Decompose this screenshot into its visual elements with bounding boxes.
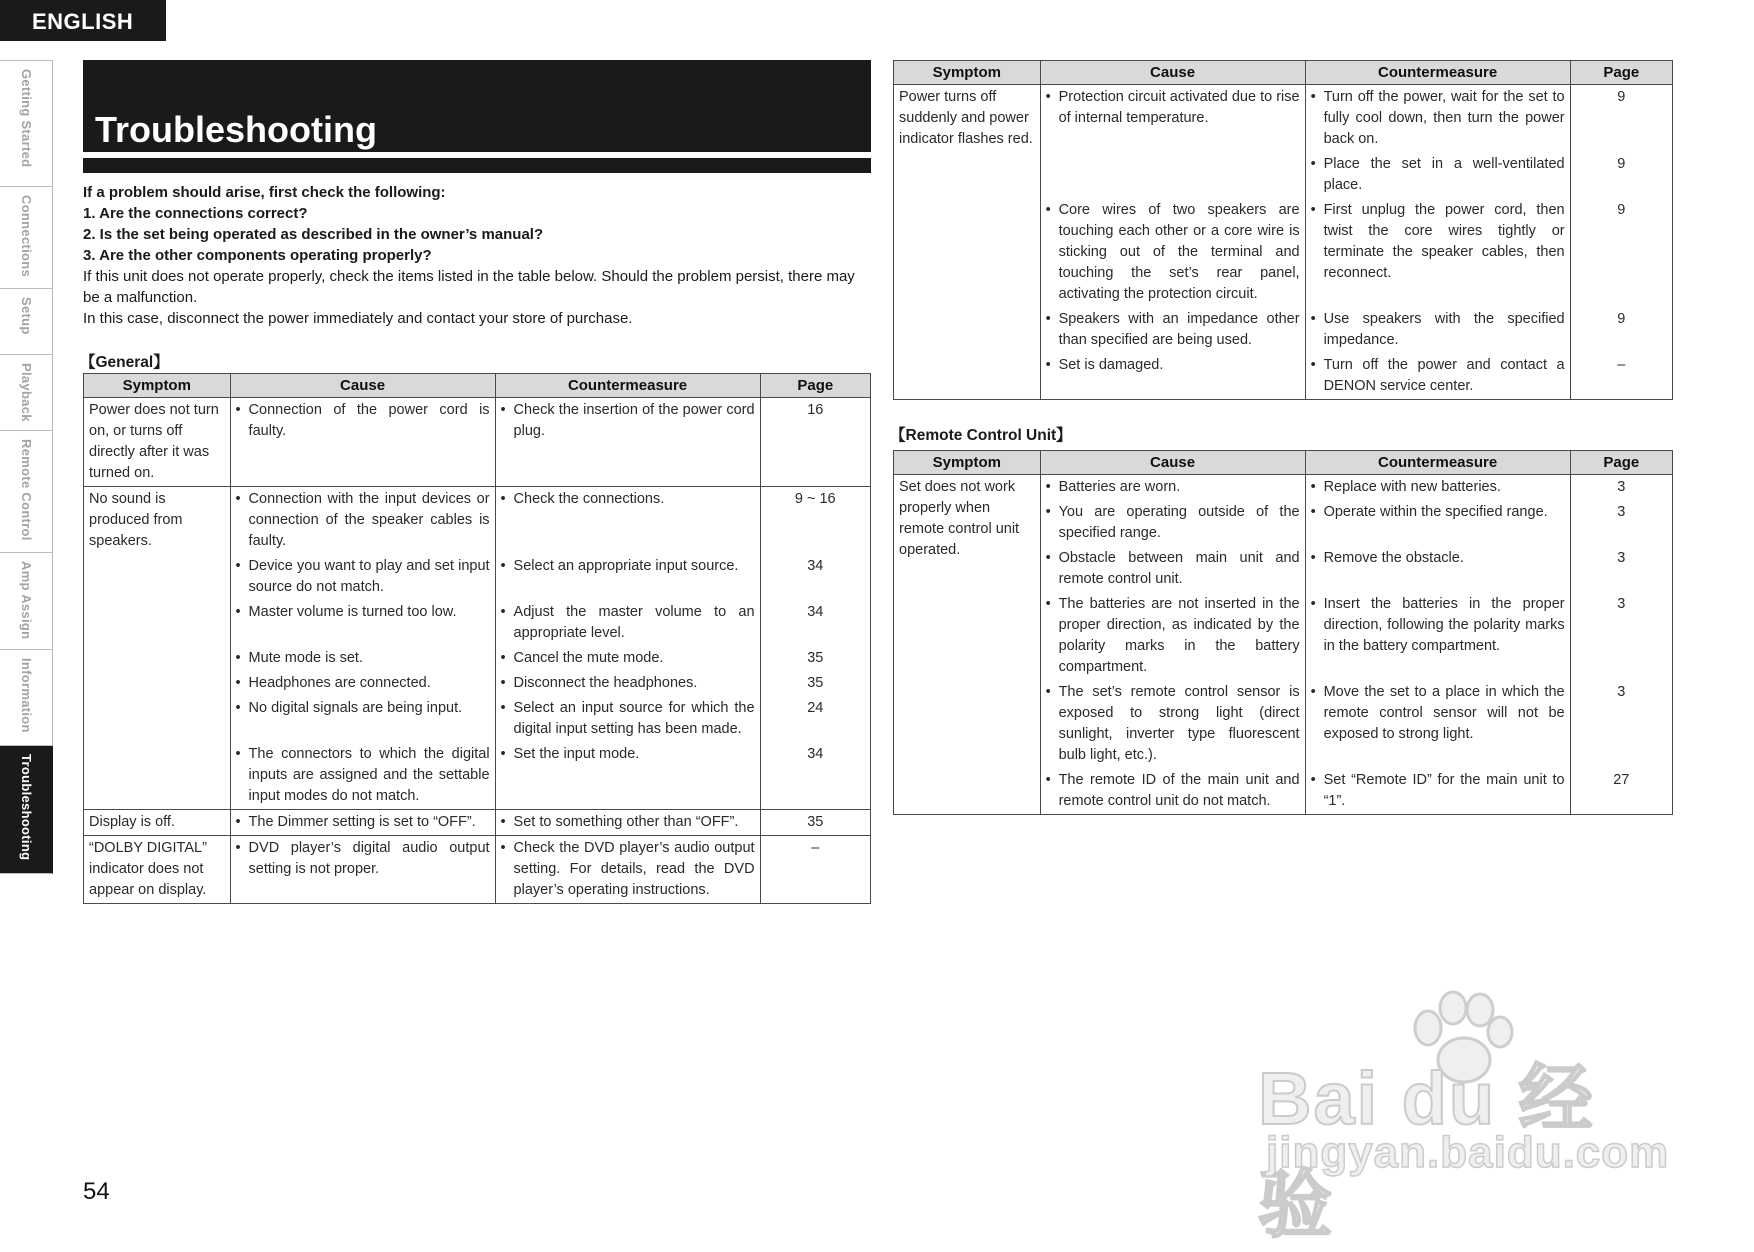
table-row [894,85,1673,153]
page-ref-cell: 34 [760,600,870,646]
column-header-symptom: Symptom [84,374,231,398]
countermeasure-cell: • Set to something other than “OFF”. [495,810,760,836]
side-nav-label: Troubleshooting [19,754,34,861]
cause-cell: • Batteries are worn. [1040,475,1305,501]
table-row [84,487,871,555]
countermeasure-cell: • Set the input mode. [495,742,760,810]
page-ref-cell: 35 [760,671,870,696]
side-nav-label: Amp Assign [19,561,34,640]
page-ref-cell: 3 [1570,546,1672,592]
column-header-page: Page [1570,451,1672,475]
cause-cell: • The batteries are not inserted in the proper direction, as indicated by the polarity marks in the battery compartment. [1040,592,1305,680]
cause-cell: • Mute mode is set. [230,646,495,671]
side-nav-label: Remote Control [19,439,34,541]
page-ref-cell: 34 [760,742,870,810]
side-nav-item-information[interactable] [0,650,53,746]
table-row [84,398,871,487]
intro-check: 1. Are the connections correct? [83,205,308,222]
table-row [84,810,871,836]
page-ref-cell: 9 [1570,307,1672,353]
cause-cell: • No digital signals are being input. [230,696,495,742]
page-ref-cell: 35 [760,810,870,836]
cause-cell: • You are operating outside of the specified range. [1040,500,1305,546]
cause-cell [1040,152,1305,198]
watermark-brand: Bai du 经验 [1258,1057,1595,1246]
column-header-page: Page [1570,61,1672,85]
remote-troubleshooting-table [893,450,1673,815]
page-title: Troubleshooting [95,109,377,150]
table-row [894,475,1673,501]
page-ref-cell: 9 ~ 16 [760,487,870,555]
symptom-cell: “DOLBY DIGITAL” indicator does not appear on display. [84,836,231,904]
countermeasure-cell: • Adjust the master volume to an appropriate level. [495,600,760,646]
page-ref-cell: 9 [1570,198,1672,307]
page-ref-cell: 3 [1570,475,1672,501]
intro-paragraph: If this unit does not operate properly, check the items listed in the table below. Should the problem persist, there may be a malfunction. [83,268,855,306]
countermeasure-cell: • Select an input source for which the digital input setting has been made. [495,696,760,742]
countermeasure-cell: • Operate within the specified range. [1305,500,1570,546]
general-troubleshooting-table-continued [893,60,1673,400]
watermark-url: jingyan.baidu.com [1266,1128,1670,1177]
baidu-watermark [1258,990,1670,1246]
title-rule [83,158,871,173]
side-nav-item-amp-assign[interactable] [0,553,53,650]
table-row [84,836,871,904]
page-ref-cell: 27 [1570,768,1672,815]
column-header-countermeasure: Countermeasure [1305,451,1570,475]
cause-cell: • Protection circuit activated due to rise of internal temperature. [1040,85,1305,153]
cause-cell: • Set is damaged. [1040,353,1305,400]
side-nav-label: Playback [19,363,34,422]
cause-cell: • DVD player’s digital audio output setting is not proper. [230,836,495,904]
side-nav-item-remote-control[interactable] [0,431,53,553]
page-ref-cell: 9 [1570,85,1672,153]
countermeasure-cell: • Turn off the power, wait for the set to fully cool down, then turn the power back on. [1305,85,1570,153]
title-banner [83,60,871,152]
cause-cell: • Speakers with an impedance other than specified are being used. [1040,307,1305,353]
column-header-cause: Cause [230,374,495,398]
symptom-cell: Power turns off suddenly and power indicator flashes red. [894,85,1041,400]
general-section-label: 【General】 [80,354,169,371]
intro-paragraph: In this case, disconnect the power immediately and contact your store of purchase. [83,310,633,327]
cause-cell: • The Dimmer setting is set to “OFF”. [230,810,495,836]
countermeasure-cell: • Disconnect the headphones. [495,671,760,696]
intro-lead: If a problem should arise, first check the following: [83,184,446,201]
cause-cell: • Connection of the power cord is faulty. [230,398,495,487]
column-header-cause: Cause [1040,61,1305,85]
page-ref-cell: 3 [1570,680,1672,768]
cause-cell: • Obstacle between main unit and remote control unit. [1040,546,1305,592]
page-ref-cell: 16 [760,398,870,487]
side-nav-item-troubleshooting[interactable] [0,746,53,874]
page-ref-cell: 9 [1570,152,1672,198]
cause-cell: • The connectors to which the digital inputs are assigned and the settable input modes do not match. [230,742,495,810]
countermeasure-cell: • First unplug the power cord, then twist the core wires tightly or terminate the speaker cables, then reconnect. [1305,198,1570,307]
countermeasure-cell: • Check the DVD player’s audio output setting. For details, read the DVD player’s operating instructions. [495,836,760,904]
intro-text [83,182,875,329]
symptom-cell: Power does not turn on, or turns off directly after it was turned on. [84,398,231,487]
column-header-symptom: Symptom [894,61,1041,85]
countermeasure-cell: • Select an appropriate input source. [495,554,760,600]
page-ref-cell: 3 [1570,592,1672,680]
side-nav-item-getting-started[interactable] [0,61,53,187]
cause-cell: • Headphones are connected. [230,671,495,696]
intro-check: 3. Are the other components operating properly? [83,247,432,264]
column-header-cause: Cause [1040,451,1305,475]
page-ref-cell: 35 [760,646,870,671]
remote-section-label: 【Remote Control Unit】 [890,427,1072,444]
side-nav-label: Getting Started [19,69,34,168]
column-header-countermeasure: Countermeasure [495,374,760,398]
countermeasure-cell: • Insert the batteries in the proper direction, following the polarity marks in the battery compartment. [1305,592,1570,680]
side-nav-label: Setup [19,297,34,335]
symptom-cell: No sound is produced from speakers. [84,487,231,810]
column-header-countermeasure: Countermeasure [1305,61,1570,85]
language-tab: ENGLISH [0,0,166,41]
countermeasure-cell: • Set “Remote ID” for the main unit to “1”. [1305,768,1570,815]
side-nav-item-connections[interactable] [0,187,53,289]
page-ref-cell: 24 [760,696,870,742]
side-nav-item-playback[interactable] [0,355,53,431]
countermeasure-cell: • Cancel the mute mode. [495,646,760,671]
side-nav-label: Connections [19,195,34,278]
column-header-symptom: Symptom [894,451,1041,475]
side-nav-item-setup[interactable] [0,289,53,355]
countermeasure-cell: • Check the insertion of the power cord plug. [495,398,760,487]
page-ref-cell: – [760,836,870,904]
cause-cell: • Core wires of two speakers are touching each other or a core wire is sticking out of the terminal and touching the set’s rear panel, activating the protection circuit. [1040,198,1305,307]
side-nav-label: Information [19,658,34,733]
general-troubleshooting-table [83,373,871,904]
countermeasure-cell: • Place the set in a well-ventilated place. [1305,152,1570,198]
page-ref-cell: – [1570,353,1672,400]
countermeasure-cell: • Move the set to a place in which the remote control sensor will not be exposed to strong light. [1305,680,1570,768]
page-ref-cell: 34 [760,554,870,600]
cause-cell: • The set’s remote control sensor is exposed to strong light (direct sunlight, inverter type fluorescent bulb light, etc.). [1040,680,1305,768]
symptom-cell: Display is off. [84,810,231,836]
column-header-page: Page [760,374,870,398]
countermeasure-cell: • Turn off the power and contact a DENON service center. [1305,353,1570,400]
cause-cell: • Device you want to play and set input source do not match. [230,554,495,600]
cause-cell: • The remote ID of the main unit and remote control unit do not match. [1040,768,1305,815]
page-number: 54 [83,1178,110,1205]
countermeasure-cell: • Use speakers with the specified impedance. [1305,307,1570,353]
intro-check: 2. Is the set being operated as described in the owner’s manual? [83,226,544,243]
countermeasure-cell: • Replace with new batteries. [1305,475,1570,501]
countermeasure-cell: • Check the connections. [495,487,760,555]
cause-cell: • Master volume is turned too low. [230,600,495,646]
page-ref-cell: 3 [1570,500,1672,546]
countermeasure-cell: • Remove the obstacle. [1305,546,1570,592]
section-nav [0,60,53,874]
symptom-cell: Set does not work properly when remote control unit operated. [894,475,1041,815]
cause-cell: • Connection with the input devices or connection of the speaker cables is faulty. [230,487,495,555]
